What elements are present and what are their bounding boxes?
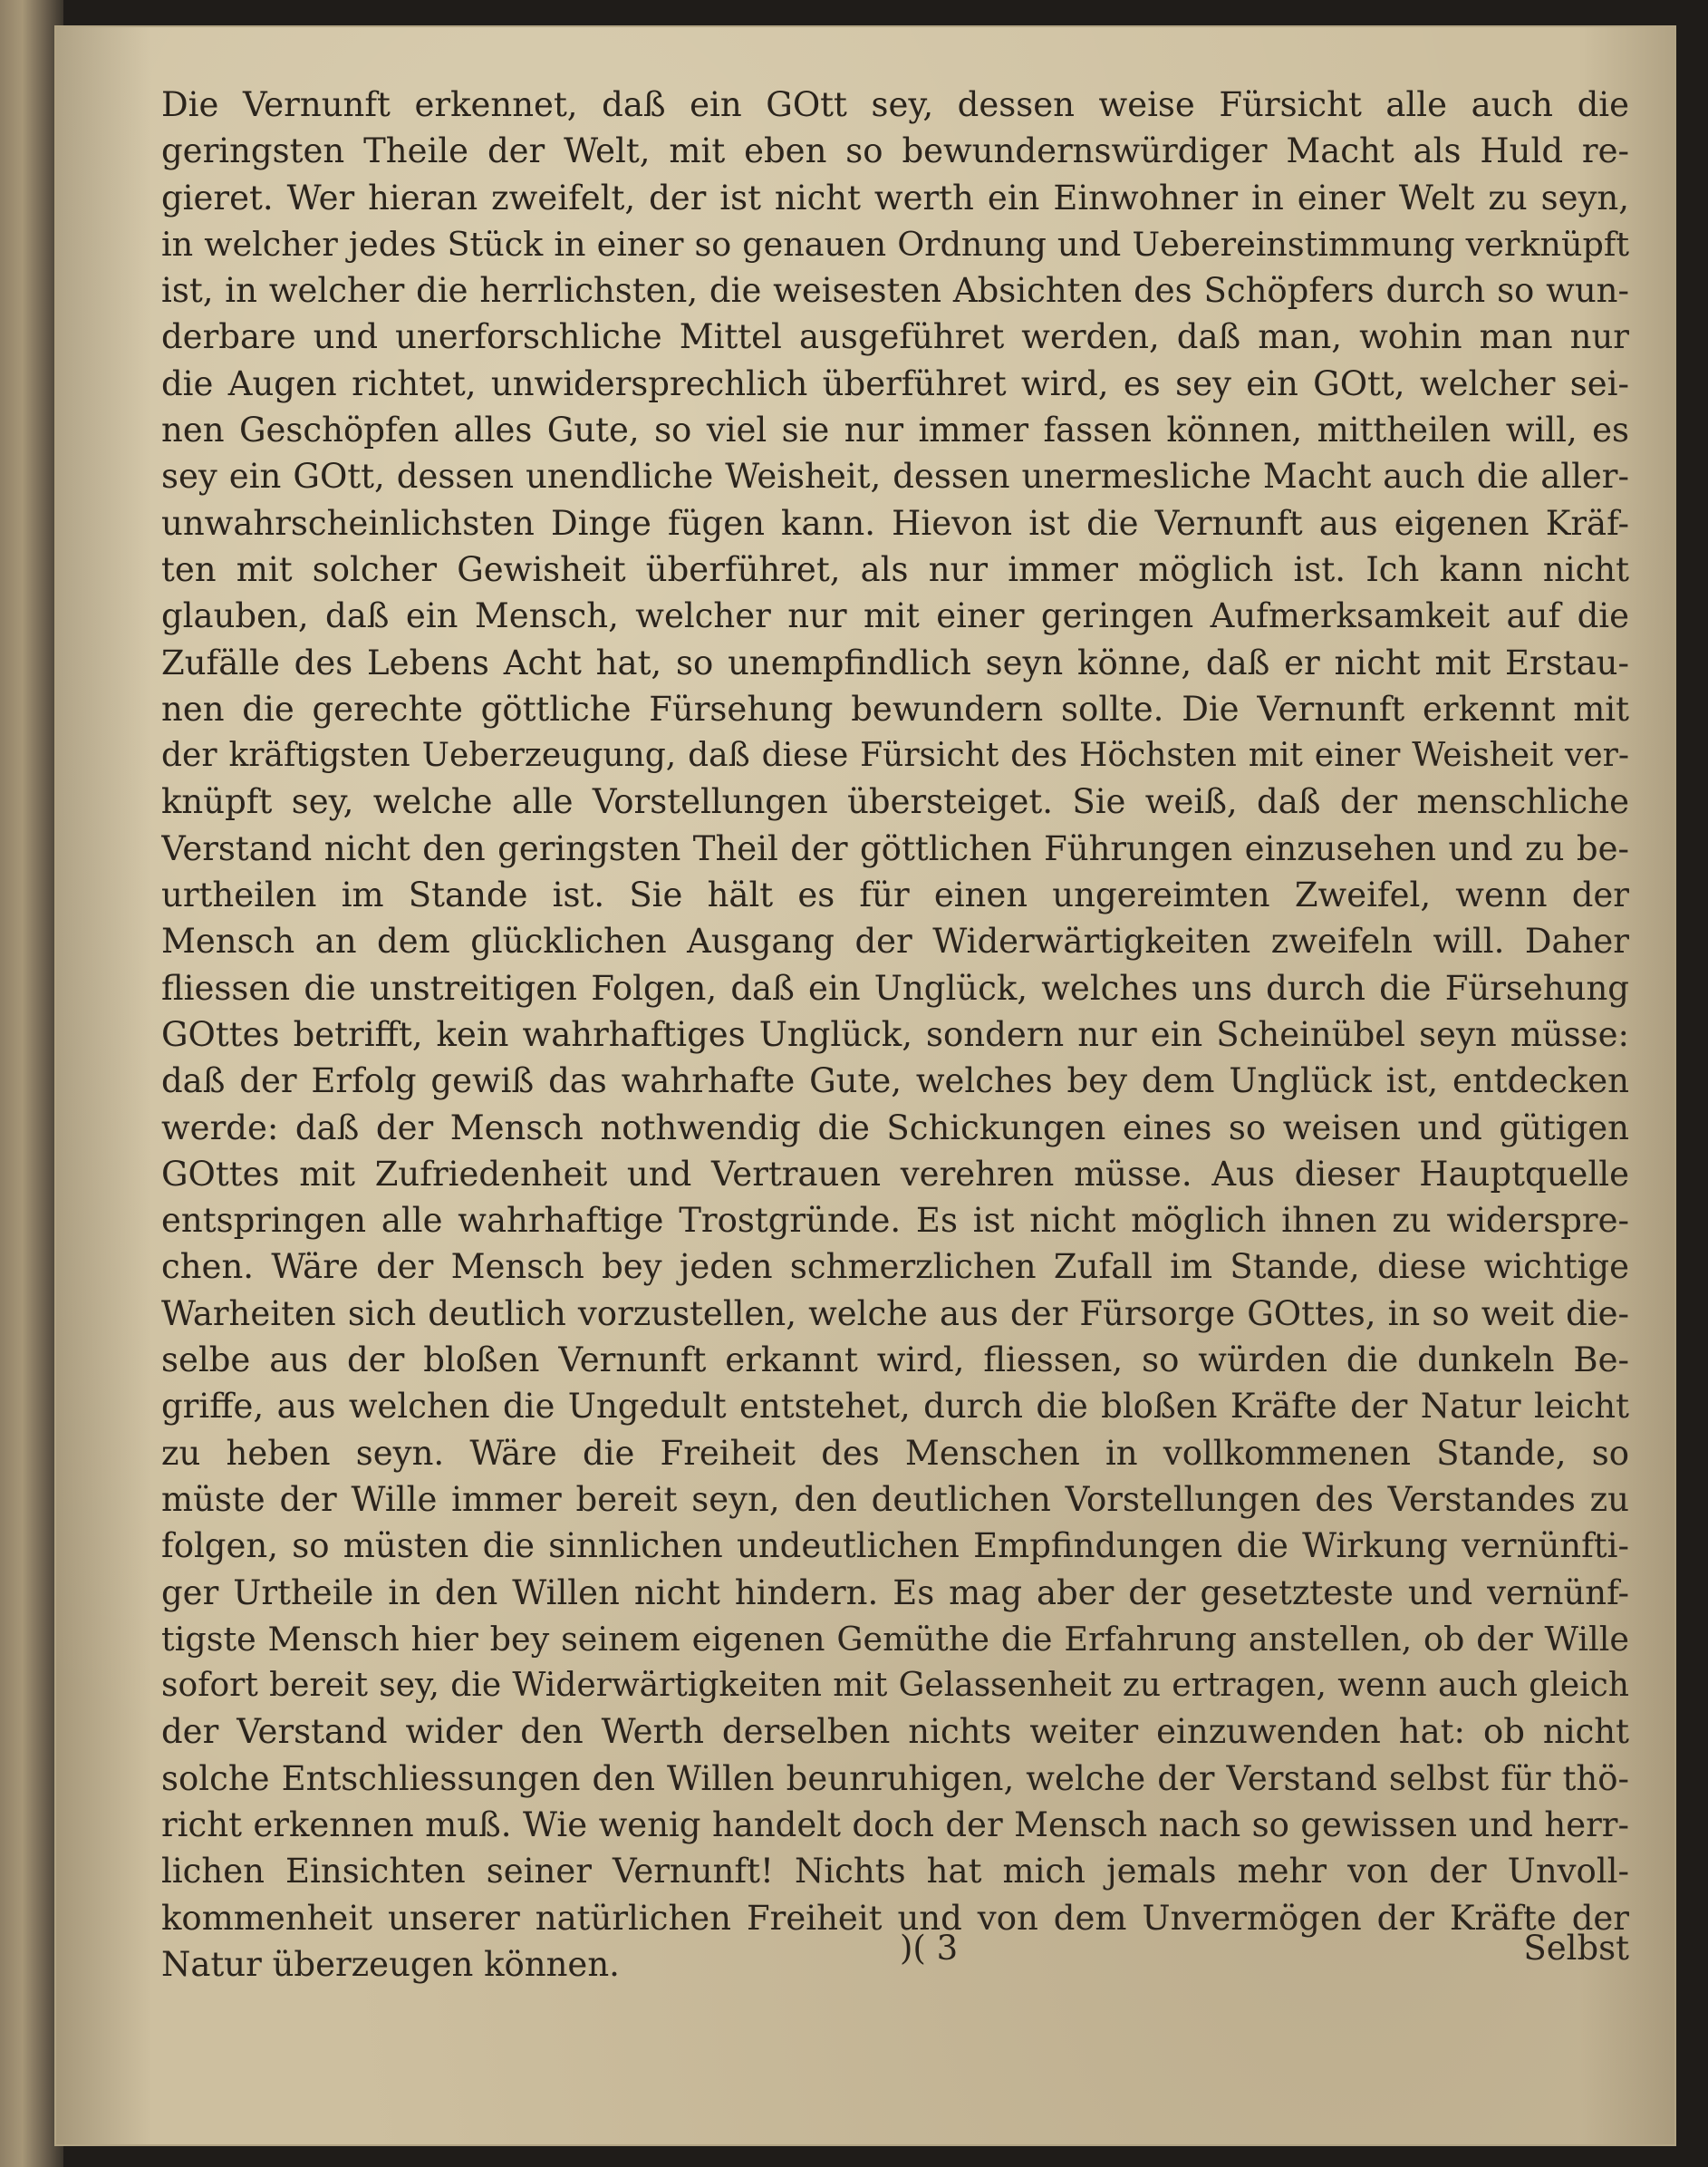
text-line: kommenheit unserer natürlichen Freiheit und von dem Unvermögen der Kräfte der xyxy=(161,1898,1629,1938)
text-line: glauben, daß ein Mensch, welcher nur mit einer geringen Aufmerksamkeit auf die xyxy=(161,596,1629,636)
text-line: geringsten Theile der Welt, mit eben so bewundernswürdiger Macht als Huld re- xyxy=(161,131,1629,171)
text-line: Natur überzeugen können. xyxy=(161,1944,620,1984)
text-line: GOttes mit Zufriedenheit und Vertrauen verehren müsse. Aus dieser Hauptquelle xyxy=(161,1154,1629,1194)
text-line: Zufälle des Lebens Acht hat, so unempfindlich seyn könne, daß er nicht mit Erstau- xyxy=(161,643,1629,682)
text-line: zu heben seyn. Wäre die Freiheit des Menschen in vollkommenen Stande, so xyxy=(161,1433,1629,1473)
text-line: der Verstand wider den Werth derselben nichts weiter einzuwenden hat: ob nicht xyxy=(161,1712,1629,1752)
text-line: unwahrscheinlichsten Dinge fügen kann. Hievon ist die Vernunft aus eigenen Kräf- xyxy=(161,503,1629,543)
text-line: derbare und unerforschliche Mittel ausgeführet werden, daß man, wohin man nur xyxy=(161,317,1629,357)
book-page xyxy=(54,25,1676,2146)
text-line: ist, in welcher die herrlichsten, die weisesten Absichten des Schöpfers durch so wun- xyxy=(161,271,1629,311)
text-line: Verstand nicht den geringsten Theil der göttlichen Führungen einzusehen und zu be- xyxy=(161,828,1629,868)
text-line: sey ein GOtt, dessen unendliche Weisheit, dessen unermesliche Macht auch die aller- xyxy=(161,457,1629,497)
text-line: die Augen richtet, unwidersprechlich überführet wird, es sey ein GOtt, welcher sei- xyxy=(161,363,1629,403)
text-line: ger Urtheile in den Willen nicht hindern. Es mag aber der gesetzteste und vernünf- xyxy=(161,1572,1629,1612)
text-line: sofort bereit sey, die Widerwärtigkeiten mit Gelassenheit zu ertragen, wenn auch gleich xyxy=(161,1667,1629,1705)
text-line: richt erkennen muß. Wie wenig handelt doch der Mensch nach so gewissen und herr- xyxy=(161,1804,1629,1844)
text-line: werde: daß der Mensch nothwendig die Schickungen eines so weisen und gütigen xyxy=(161,1108,1629,1147)
text-line: chen. Wäre der Mensch bey jeden schmerzlichen Zufall im Stande, diese wichtige xyxy=(161,1247,1629,1287)
text-line: lichen Einsichten seiner Vernunft! Nichts hat mich jemals mehr von der Unvoll- xyxy=(161,1852,1629,1891)
text-line: der kräftigsten Ueberzeugung, daß diese Fürsicht des Höchsten mit einer Weisheit ver- xyxy=(161,737,1629,775)
catchword: Selbst xyxy=(1523,1929,1629,1968)
text-line: folgen, so müsten die sinnlichen undeutlichen Empfindungen die Wirkung vernünfti- xyxy=(161,1526,1629,1566)
page-footer xyxy=(161,1929,1629,1983)
text-line: entspringen alle wahrhaftige Trostgründe. Es ist nicht möglich ihnen zu widerspre- xyxy=(161,1201,1629,1241)
text-line: in welcher jedes Stück in einer so genauen Ordnung und Uebereinstimmung verknüpft xyxy=(161,224,1629,264)
text-line: griffe, aus welchen die Ungedult entstehet, durch die bloßen Kräfte der Natur leicht xyxy=(161,1387,1629,1427)
text-line: GOttes betrifft, kein wahrhaftiges Unglück, sondern nur ein Scheinübel seyn müsse: xyxy=(161,1014,1629,1054)
text-line: nen die gerechte göttliche Fürsehung bewundern sollte. Die Vernunft erkennt mit xyxy=(161,689,1629,729)
text-line: selbe aus der bloßen Vernunft erkannt wird, fliessen, so würden die dunkeln Be- xyxy=(161,1340,1629,1380)
text-line: solche Entschliessungen den Willen beunruhigen, welche der Verstand selbst für thö- xyxy=(161,1758,1629,1798)
text-line: Warheiten sich deutlich vorzustellen, welche aus der Fürsorge GOttes, in so weit die- xyxy=(161,1293,1629,1333)
body-text xyxy=(161,82,1629,1988)
text-line: knüpft sey, welche alle Vorstellungen übersteiget. Sie weiß, daß der menschliche xyxy=(161,782,1629,822)
text-line: Mensch an dem glücklichen Ausgang der Widerwärtigkeiten zweifeln will. Daher xyxy=(161,922,1629,962)
text-line: urtheilen im Stande ist. Sie hält es für einen ungereimten Zweifel, wenn der xyxy=(161,876,1629,915)
text-line: fliessen die unstreitigen Folgen, daß ein Unglück, welches uns durch die Fürsehung xyxy=(161,968,1629,1008)
text-line: gieret. Wer hieran zweifelt, der ist nicht werth ein Einwohner in einer Welt zu seyn, xyxy=(161,178,1629,218)
text-line: tigste Mensch hier bey seinem eigenen Gemüthe die Erfahrung anstellen, ob der Wille xyxy=(161,1619,1629,1659)
text-line: ten mit solcher Gewisheit überführet, als nur immer möglich ist. Ich kann nicht xyxy=(161,549,1629,589)
signature-mark: )( 3 xyxy=(900,1929,959,1968)
text-line: daß der Erfolg gewiß das wahrhafte Gute, welches bey dem Unglück ist, entdecken xyxy=(161,1061,1629,1101)
text-line: nen Geschöpfen alles Gute, so viel sie nur immer fassen können, mittheilen will, es xyxy=(161,411,1629,450)
text-line: müste der Wille immer bereit seyn, den deutlichen Vorstellungen des Verstandes zu xyxy=(161,1479,1629,1519)
text-line: Die Vernunft erkennet, daß ein GOtt sey, dessen weise Fürsicht alle auch die xyxy=(161,85,1629,124)
